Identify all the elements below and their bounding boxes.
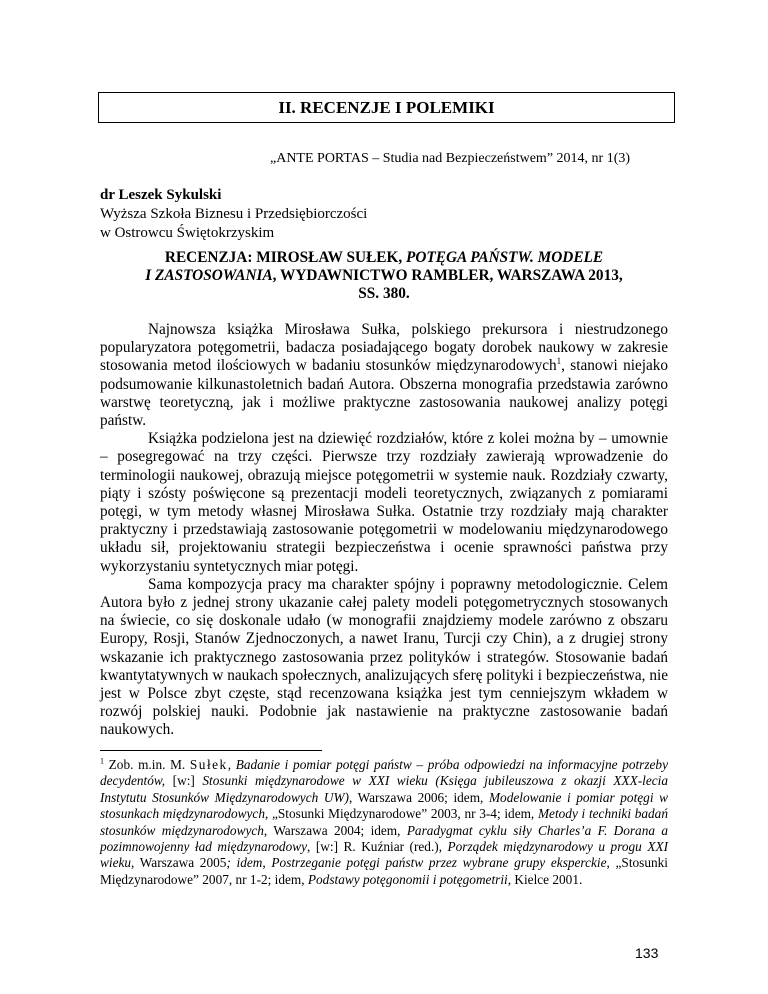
paragraph-1-text-b: , stanowi niejako podsumowanie kilkunastoletnich badań Autora. Obszerna monografia przedstawia zarówno warstwę teoretyczną, jak i możliwe praktyczne zastosowania naukowej analizy potęgi państw. — [100, 357, 668, 430]
footnote-work-title: Badanie i pomiar potęgi państw – próba odpowiedzi na informacyjne potrzeby decydentów, — [100, 757, 668, 789]
title-pages: SS. 380. — [358, 285, 410, 302]
footnote-text: Warszawa 2005 — [134, 855, 227, 871]
footnote-text: ; idem, — [226, 855, 272, 871]
footnote-text: , „Stosunki Międzynarodowe” 2003, nr 3-4; idem, — [264, 806, 538, 822]
paragraph-3: Sama kompozycja pracy ma charakter spójny i poprawny metodologicznie. Celem Autora było z jednej strony ukazanie całej palety modeli potęgometrycznych stosowanych na świecie, co się doskonale udało (w monografii znajdziemy modele zarówno z obszaru Europy, Rosji, Stanów Zjednoczonych, a nawet Iranu, Turcji czy Chin), a z drugiej strony wskazanie ich praktycznego zastosowania przez polityków i strategów. Stosowanie badań kwantytatywnych w naukach społecznych, analizujących sferę polityki i bezpieczeństwa, nie jest w Polsce zbyt częste, stąd recenzowana książka jest tym cenniejszym wkładem w rozwój polskiej nauki. Podobnie jak nastawienie na praktyczne zastosowanie badań naukowych. — [100, 575, 668, 739]
footnote-work-title: Stosunki międzynarodowe w XXI wieku (Księga jubileuszowa z okazji XXX-lecia Instytutu Stosunków Międzynarodowych UW) — [100, 773, 668, 805]
footnote-ref-1: 1 — [556, 356, 562, 367]
paragraph-1 — [100, 321, 668, 430]
footnote-work-title: Porządek międzynarodowy u progu XXI wieku, — [100, 839, 668, 871]
journal-citation: „ANTE PORTAS – Studia nad Bezpieczeństwem” 2014, nr 1(3) — [270, 151, 631, 166]
paragraph-2: Książka podzielona jest na dziewięć rozdziałów, które z kolei można by – umownie – posegregować na trzy części. Pierwsze trzy rozdziały zawierają wprowadzenie do terminologii naukowej, obrazują miejsce potęgometrii w systemie nauk. Rozdziały czwarty, piąty i szósty poświęcone są prezentacji modeli teoretycznych, związanych z pomiarami potęgi, w tym metody własnej Mirosława Sułka. Ostatnie trzy rozdziały mają charakter praktyczny i przedstawiają zastosowanie potęgometrii w modelowaniu międzynarodowego układu sił, projektowaniu strategii bezpieczeństwa i ocenie sprawności państwa przy wykorzystaniu syntetycznych miar potęgi. — [100, 430, 668, 575]
footnote-text: , Warszawa 2004; idem, — [263, 822, 407, 838]
footnote-divider — [100, 750, 322, 751]
title-book-name-1: POTĘGA PAŃSTW. MODELE — [406, 249, 604, 266]
author-affiliation-1: Wyższa Szkoła Biznesu i Przedsiębiorczości — [100, 206, 368, 222]
footnote-text: [w:] — [165, 773, 203, 789]
section-heading: II. RECENZJE I POLEMIKI — [278, 97, 495, 117]
footnote-text: , Warszawa 2006; idem, — [348, 789, 489, 805]
title-publisher: , WYDAWNICTWO RAMBLER, WARSZAWA 2013, — [272, 267, 623, 284]
footnote-work-title: Podstawy potęgonomii i potęgometrii — [307, 871, 508, 887]
footnote-text: , „Stosunki Międzynarodowe” 2007, nr 1-2; idem, — [100, 855, 668, 887]
paragraph-1-text-a: Najnowsza książka Mirosława Sułka, polskiego prekursora i niestrudzonego popularyzatora potęgometrii, badacza posiadającego bogaty dorobek naukowy w zakresie stosowania metod ilościowych w badaniu stosunków międzynarodowych — [100, 321, 668, 375]
footnote-author: Sułek — [189, 757, 228, 772]
author-affiliation-2: w Ostrowcu Świętokrzyskim — [100, 225, 275, 241]
section-heading-box — [98, 92, 675, 123]
page-number: 133 — [635, 945, 659, 961]
footnote-text: , — [227, 757, 236, 772]
author-block — [100, 186, 367, 243]
footnote-work-title: Metody i techniki badań stosunków międzynarodowych — [100, 806, 668, 838]
footnote-text: , Kielce 2001. — [507, 871, 583, 887]
footnote-work-title: Paradygmat cyklu siły Charles’a F. Dorana a pozimnowojenny ład międzynarodowy — [100, 822, 668, 855]
footnote-text: , [w:] R. Kuźniar (red.), — [307, 839, 448, 855]
title-part-1: RECENZJA: MIROSŁAW SUŁEK, — [164, 249, 407, 266]
author-name: dr Leszek Sykulski — [100, 187, 222, 203]
footnote-1 — [100, 757, 668, 888]
footnote-text: Zob. m.in. M. — [104, 757, 190, 772]
footnote-number: 1 — [100, 756, 104, 766]
footnote-text: Postrzeganie potęgi państw przez wybrane grupy eksperckie — [271, 855, 607, 871]
title-book-name-2: I ZASTOSOWANIA — [145, 267, 273, 284]
review-title — [100, 249, 668, 303]
review-body — [100, 321, 668, 740]
footnote-work-title: Modelowanie i pomiar potęgi w stosunkach międzynarodowych — [100, 789, 668, 822]
